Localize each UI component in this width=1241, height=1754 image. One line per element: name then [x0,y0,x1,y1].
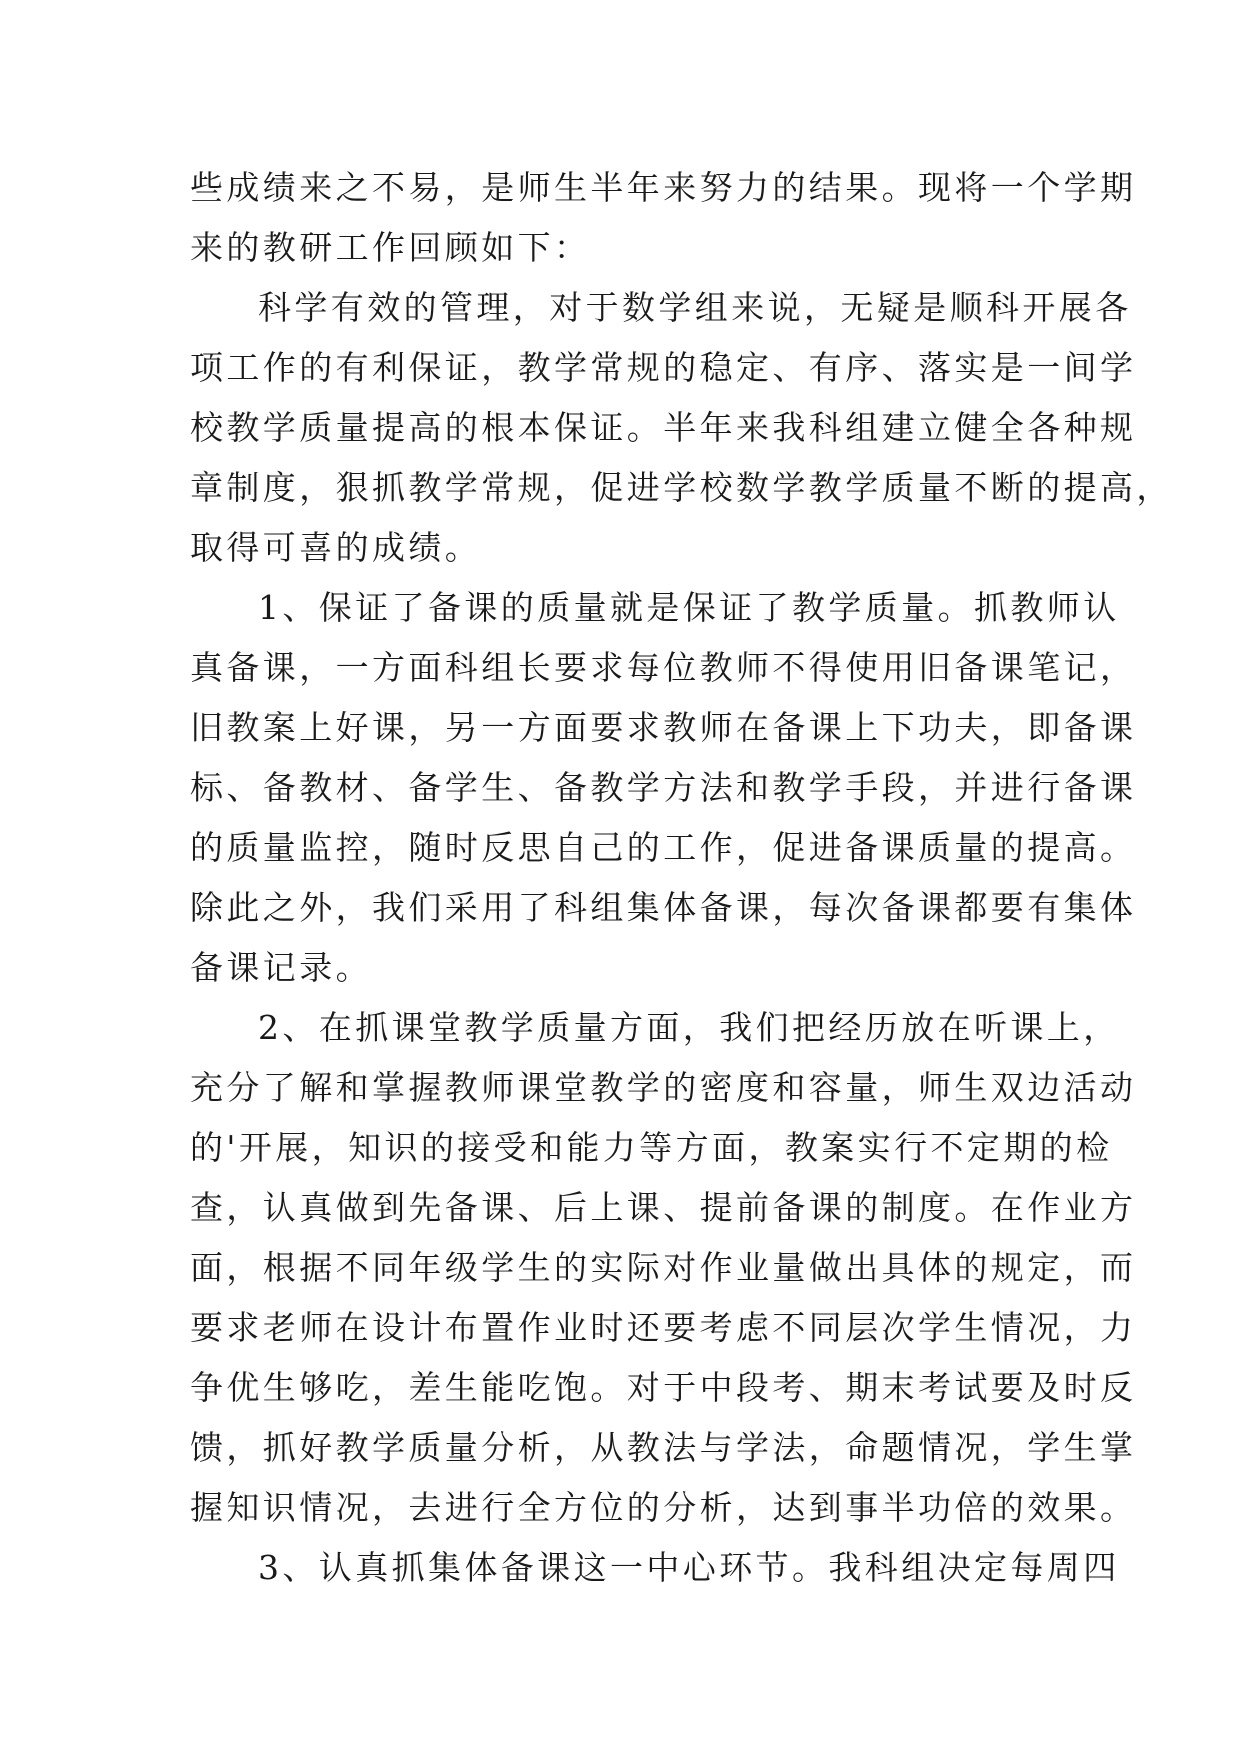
text-line: 馈，抓好教学质量分析，从教法与学法，命题情况，学生掌 [190,1428,1137,1467]
text-line: 来的教研工作回顾如下： [190,228,591,267]
text-line: 真备课，一方面科组长要求每位教师不得使用旧备课笔记， [190,648,1137,687]
text-line: 查，认真做到先备课、后上课、提前备课的制度。在作业方 [190,1188,1137,1227]
text-line: 争优生够吃，差生能吃饱。对于中段考、期末考试要及时反 [190,1368,1137,1407]
text-line: 的'开展，知识的接受和能力等方面，教案实行不定期的检 [190,1128,1113,1167]
text-line: 标、备教材、备学生、备教学方法和教学手段，并进行备课 [190,768,1137,807]
paragraph-first-line: 1、保证了备课的质量就是保证了教学质量。抓教师认 [258,588,1120,627]
text-line: 校教学质量提高的根本保证。半年来我科组建立健全各种规 [190,408,1137,447]
text-line: 的质量监控，随时反思自己的工作，促进备课质量的提高。 [190,828,1137,867]
text-line: 备课记录。 [190,948,372,987]
text-line: 握知识情况，去进行全方位的分析，达到事半功倍的效果。 [190,1488,1137,1527]
text-line: 取得可喜的成绩。 [190,528,482,567]
document-body [190,158,1173,1598]
text-line: 除此之外，我们采用了科组集体备课，每次备课都要有集体 [190,888,1137,927]
text-line: 旧教案上好课，另一方面要求教师在备课上下功夫，即备课 [190,708,1137,747]
text-line: 要求老师在设计布置作业时还要考虑不同层次学生情况，力 [190,1308,1137,1347]
text-line: 项工作的有利保证，教学常规的稳定、有序、落实是一间学 [190,348,1137,387]
paragraph-first-line: 2、在抓课堂教学质量方面，我们把经历放在听课上， [258,1008,1120,1047]
text-line: 充分了解和掌握教师课堂教学的密度和容量，师生双边活动 [190,1068,1137,1107]
paragraph-first-line: 3、认真抓集体备课这一中心环节。我科组决定每周四 [258,1548,1120,1587]
paragraph-first-line: 科学有效的管理，对于数学组来说，无疑是顺科开展各 [258,288,1132,327]
text-line: 些成绩来之不易，是师生半年来努力的结果。现将一个学期 [190,168,1137,207]
text-line: 章制度，狠抓教学常规，促进学校数学教学质量不断的提高， [190,468,1173,507]
text-line: 面，根据不同年级学生的实际对作业量做出具体的规定，而 [190,1248,1137,1287]
